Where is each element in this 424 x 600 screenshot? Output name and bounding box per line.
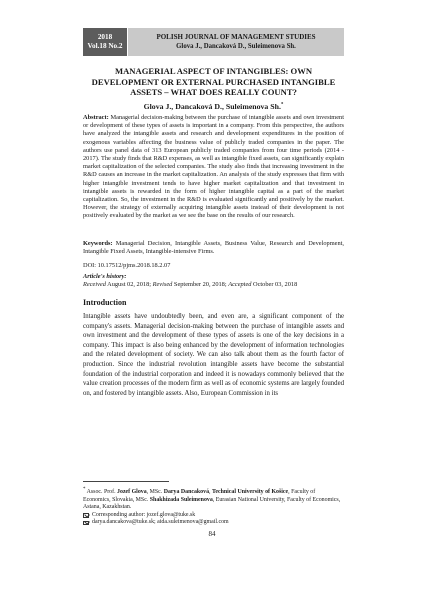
title-line-1: MANAGERIAL ASPECT OF INTANGIBLES: OWN <box>114 66 313 76</box>
footnote-mark: * <box>83 487 86 492</box>
abstract <box>83 114 344 221</box>
issue-box <box>83 28 127 56</box>
author-2-name: Darya Dancaková <box>163 488 210 495</box>
author-names: Glova J., Dancaková D., Suleimenova Sh. <box>143 102 281 111</box>
journal-name: POLISH JOURNAL OF MANAGEMENT STUDIES <box>156 33 316 41</box>
footnote-text: , <box>209 488 212 495</box>
title-line-3: ASSETS – WHAT DOES REALLY COUNT? <box>130 87 297 98</box>
affiliations <box>83 486 344 512</box>
history-label: Article's history: <box>83 273 127 280</box>
envelope-icon <box>83 513 89 517</box>
issue-year: 2018 <box>97 33 113 41</box>
footnote-text: , Faculty of Economics, Slovakia, MSc. <box>83 488 316 503</box>
abstract-label: Abstract: <box>83 114 109 121</box>
footnote-divider <box>83 481 169 482</box>
author-emails: darya.dancakova@tuke.sk; aida.suleimenova@gmail.com <box>92 519 229 526</box>
footnote-text: , MSc. <box>146 488 164 495</box>
paper-title <box>83 66 344 98</box>
accepted-date: October 03, 2018 <box>251 281 298 288</box>
section-heading-introduction: Introduction <box>83 298 127 307</box>
revised-date: September 20, 2018; <box>172 281 229 288</box>
author-list <box>83 102 344 111</box>
abstract-text: Managerial decision-making between the purchase of intangible assets and own investment or development of these types of assets is important in a company. From this perspective, the authors have analyzed the intangible assets and research and development expenditures in the position of exogenous variables affecting the business value of publicly traded companies in the paper. The authors use panel data of 313 European publicly traded companies from four time periods (2014 - 2017). The study finds that R&D expenses, as well as intangible fixed assets, can significantly explain market capitalization of the selected companies. The study also finds that increasing investment in the R&D causes an increase in the market capitalization. An analysis of the study expresses that firm with higher intangible investment tends to have higher market capitalization and that investment in intangible assets is rewarded in the form of higher intangible capital as a part of the market capitalization. So, the investment in the R&D is evaluated significantly and positively by the market. However, the strategy of externally acquiring intangible assets instead of their development is not positively evaluated by the market as we see the base on the results of our research. <box>83 114 344 220</box>
doi: DOI: 10.17512/pjms.2018.18.2.07 <box>83 262 171 269</box>
keywords <box>83 240 344 256</box>
article-history <box>83 281 344 289</box>
corresponding-line <box>83 512 344 520</box>
email-line <box>83 519 344 527</box>
journal-title-box <box>128 28 344 56</box>
keywords-text: Managerial Decision, Intangible Assets, Business Value, Research and Development, Intangible Fixed Assets, Intangible-intensive Firms. <box>83 240 344 256</box>
accepted-label: Accepted <box>228 281 252 288</box>
corresponding-author: Corresponding author: jozef.glova@tuke.sk <box>92 511 196 518</box>
revised-label: Revised <box>152 281 173 288</box>
received-label: Received <box>83 281 106 288</box>
received-date: August 02, 2018; <box>105 281 153 288</box>
page-number: 84 <box>208 530 216 538</box>
author-1-name: Jozef Glova <box>117 488 147 495</box>
footnote <box>83 486 344 527</box>
author-footnote-mark: * <box>280 102 284 108</box>
introduction-text: Intangible assets have undoubtedly been, and even are, a significant component of the company's assets. Managerial decision-making between the purchase of intangible assets and own investment and the development of these types of assets is one of the key decisions in a company. This impact is also being enhanced by the development of information technologies and the related development of society. We can also talk about them as the fourth factor of production. Since the industrial revolution intangible assets have become the substantial foundation of the industrial corporation and indeed it is nowadays commonly believed that the value creation processes of the modern firm as well as of economic systems are largely founded on, and fostered by intangible assets. Also, European Commission in its <box>83 313 344 397</box>
issue-volume: Vol.18 No.2 <box>87 42 123 50</box>
keywords-label: Keywords: <box>83 240 113 247</box>
author-3-name: Shakhizada Suleimenova <box>149 496 213 503</box>
envelope-icon <box>83 521 89 525</box>
university-name: Technical University of Košice <box>211 488 289 495</box>
footnote-text: , Eurasian National University, Faculty of Economics, Astana, Kazakhstan. <box>83 496 341 511</box>
header-authors: Glova J., Dancaková D., Suleimenova Sh. <box>176 43 296 50</box>
journal-header <box>83 28 344 56</box>
title-line-2: DEVELOPMENT OR EXTERNAL PURCHASED INTANGIBLE <box>91 76 336 87</box>
footnote-text: Assoc. Prof. <box>85 488 118 495</box>
